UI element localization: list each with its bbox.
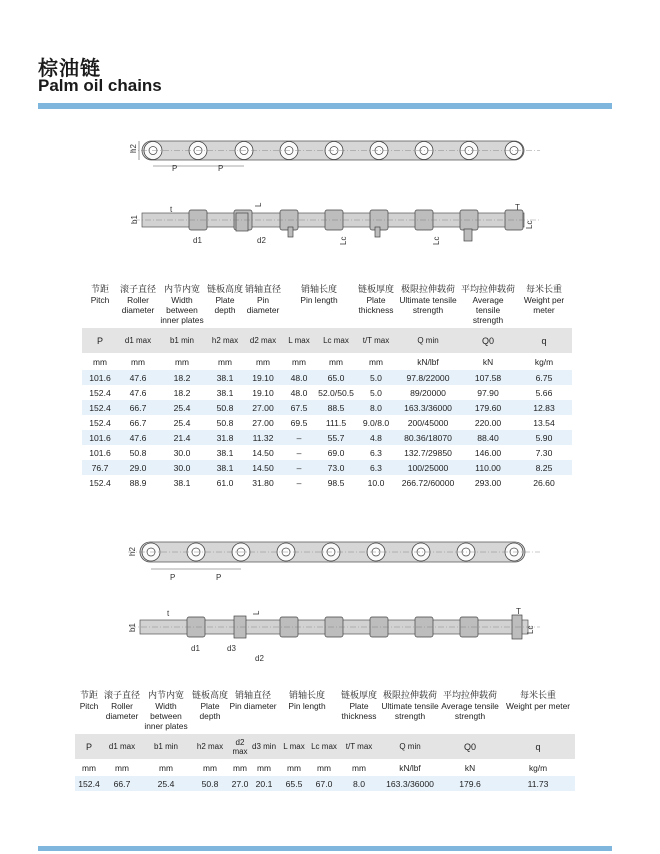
table-cell: 66.7: [118, 400, 158, 415]
table2-header-pin-diameter: 销轴直径 Pin diameter: [229, 690, 277, 711]
table-row: [82, 475, 572, 490]
bottom-accent-bar: [38, 846, 612, 851]
table1-unit: mm: [329, 356, 343, 367]
table-cell: 98.5: [327, 477, 345, 488]
drawing1-pitch-label-2: P: [218, 164, 224, 173]
table2-symbol-row: [75, 734, 575, 759]
table-cell: 14.50: [244, 460, 282, 475]
table1-unit: kN/lbf: [417, 356, 439, 367]
table-cell: 152.4: [89, 477, 111, 488]
table-cell: 152.4: [75, 776, 103, 791]
table-cell: 67.5: [282, 400, 316, 415]
table1-symbol: P: [82, 328, 118, 353]
drawing2-pitch-label-2: P: [216, 573, 222, 582]
drawing1-d1-label: d1: [193, 236, 202, 245]
table-cell: –: [296, 447, 302, 458]
table-cell: 100/25000: [396, 460, 460, 475]
table-cell: 50.8: [216, 417, 234, 428]
table2-header-inner-width: 内节内宽 Width between inner plates: [144, 690, 188, 731]
page-title-cn: 棕油链: [38, 56, 101, 80]
table-cell: 8.0: [356, 400, 396, 415]
table-cell: 179.6: [439, 776, 501, 791]
table-row: [82, 400, 572, 415]
table-row: [75, 776, 575, 791]
table-cell: 12.83: [516, 400, 572, 415]
table-cell: 146.00: [474, 447, 502, 458]
table-cell: 8.0: [337, 776, 381, 791]
table-cell: 48.0: [290, 387, 308, 398]
table-cell: 25.4: [141, 776, 191, 791]
table2-header-row: [75, 688, 575, 734]
table-cell: 132.7/29850: [404, 447, 452, 458]
table2-header-ultimate-tensile: 极限拉伸载荷 Ultimate tensile strength: [381, 690, 439, 721]
table2-symbol: b1 min: [141, 734, 191, 759]
table2-symbol: h2 max: [191, 734, 229, 759]
spec-table-2: [75, 688, 575, 791]
table-cell: 19.10: [244, 370, 282, 385]
table2-symbol: Lc max: [311, 734, 337, 759]
table2-unit: mm: [287, 762, 301, 773]
table-cell: 52.0/50.5: [318, 387, 354, 398]
top-accent-bar: [38, 103, 612, 109]
page-title-en: Palm oil chains: [38, 76, 162, 95]
table1-unit: mm: [131, 356, 145, 367]
table-cell: 25.4: [158, 400, 206, 415]
table1-body: [82, 370, 572, 490]
table-cell: 9.0/8.0: [362, 417, 390, 428]
table-cell: 80.36/18070: [396, 430, 460, 445]
table2-symbol: q: [501, 734, 575, 759]
table2-unit: kN: [464, 762, 476, 773]
table2-header-roller-diameter: 滚子直径 Roller diameter: [103, 690, 140, 721]
chain-drawing-1-top-view: [0, 200, 660, 255]
table2-unit: mm: [233, 762, 247, 773]
table-cell: 50.8: [129, 447, 147, 458]
table-cell: 38.1: [206, 460, 244, 475]
table-cell: 66.7: [103, 776, 141, 791]
table-cell: 5.0: [356, 370, 396, 385]
table1-header-pin-diameter: 销轴直径 Pin diameter: [244, 284, 281, 315]
table-cell: 5.0: [370, 387, 382, 398]
table1-symbol: b1 min: [158, 328, 206, 353]
table-cell: 26.60: [533, 477, 555, 488]
table-cell: 89/20000: [410, 387, 446, 398]
drawing1-b1-label: b1: [130, 215, 139, 224]
table-cell: 69.0: [327, 447, 345, 458]
table-row: [82, 370, 572, 385]
table2-header-plate-depth: 链板高度 Plate depth: [191, 690, 228, 721]
table-cell: 152.4: [89, 417, 111, 428]
drawing1-t-label: t: [170, 205, 173, 214]
drawing2-d1-label: d1: [191, 644, 200, 653]
table-row: [82, 415, 572, 430]
table-cell: 76.7: [82, 460, 118, 475]
table-cell: 88.5: [316, 400, 356, 415]
table1-unit: mm: [369, 356, 383, 367]
table-cell: 19.10: [252, 387, 274, 398]
table2-header-plate-thickness: 链板厚度 Plate thickness: [341, 690, 378, 721]
table-cell: 5.66: [535, 387, 553, 398]
table1-symbol: d2 max: [244, 328, 282, 353]
table-cell: 10.0: [367, 477, 385, 488]
table-row: [82, 385, 572, 400]
table-row: [82, 430, 572, 445]
table-cell: 152.4: [82, 400, 118, 415]
table-row: [82, 460, 572, 475]
table-cell: 66.7: [129, 417, 147, 428]
table-cell: 4.8: [356, 430, 396, 445]
chain-drawing-2-top-view: [0, 600, 660, 665]
table2-unit: mm: [203, 762, 217, 773]
table-cell: 69.5: [290, 417, 308, 428]
table-cell: –: [282, 430, 316, 445]
table-cell: 6.3: [370, 447, 382, 458]
table-cell: 88.40: [460, 430, 516, 445]
table-cell: 30.0: [173, 447, 191, 458]
table1-symbol: h2 max: [206, 328, 244, 353]
table-cell: 8.25: [516, 460, 572, 475]
table2-symbol: P: [75, 734, 103, 759]
table-cell: 65.5: [277, 776, 311, 791]
drawing2-L-label: L: [252, 610, 261, 615]
table-cell: 38.1: [206, 370, 244, 385]
table-cell: 27.0: [229, 776, 251, 791]
table2-body: [75, 776, 575, 791]
table-cell: 11.32: [244, 430, 282, 445]
drawing1-pitch-label-1: P: [172, 164, 178, 173]
table2-symbol: d3 min: [251, 734, 277, 759]
table-cell: 101.6: [89, 447, 111, 458]
drawing2-t-label: t: [167, 609, 170, 618]
table2-unit: kN/lbf: [399, 762, 421, 773]
table1-unit: mm: [292, 356, 306, 367]
drawing2-Lc-label: Lc: [526, 625, 535, 634]
table-cell: 293.00: [474, 477, 502, 488]
table1-unit: mm: [256, 356, 270, 367]
table-cell: 6.75: [516, 370, 572, 385]
table1-symbol: t/T max: [356, 328, 396, 353]
table1-unit: kN: [482, 356, 494, 367]
chain-drawing-1-side-view: [0, 130, 660, 180]
table2-unit: mm: [115, 762, 129, 773]
table2-symbol: Q0: [439, 734, 501, 759]
table2-header-weight: 每米长重 Weight per meter: [505, 690, 571, 711]
table2-header-pitch: 节距 Pitch: [79, 690, 99, 711]
table-cell: 18.2: [173, 387, 191, 398]
table1-header-pin-length: 销轴长度 Pin length: [300, 284, 338, 305]
table1-header-ultimate-tensile: 极限拉伸载荷 Ultimate tensile strength: [399, 284, 457, 315]
table2-symbol: t/T max: [337, 734, 381, 759]
table-cell: 50.8: [206, 400, 244, 415]
table-cell: 101.6: [82, 430, 118, 445]
drawing1-Lc-label-2: Lc: [432, 236, 441, 245]
drawing1-d2-label: d2: [257, 236, 266, 245]
table2-unit: mm: [82, 762, 96, 773]
table1-header-plate-thickness: 链板厚度 Plate thickness: [357, 284, 394, 315]
table1-unit: kg/m: [534, 356, 554, 367]
drawing2-b1-label: b1: [128, 623, 137, 632]
table-cell: 152.4: [89, 387, 111, 398]
table-cell: 179.60: [460, 400, 516, 415]
drawing1-T-label: T: [515, 203, 520, 212]
table-cell: 163.3/36000: [381, 776, 439, 791]
table1-unit: mm: [218, 356, 232, 367]
drawing2-d2-label: d2: [255, 654, 264, 663]
table-cell: 27.00: [252, 417, 274, 428]
table-cell: 20.1: [251, 776, 277, 791]
table-cell: 31.80: [252, 477, 274, 488]
table-cell: 101.6: [82, 370, 118, 385]
table-cell: 5.90: [516, 430, 572, 445]
table-cell: 25.4: [173, 417, 191, 428]
table2-symbol: d2 max: [229, 734, 251, 759]
table-cell: 47.6: [118, 430, 158, 445]
drawing2-pitch-label-1: P: [170, 573, 176, 582]
table1-unit: mm: [175, 356, 189, 367]
table-cell: 111.5: [325, 417, 347, 428]
table2-unit: mm: [352, 762, 366, 773]
table-cell: 220.00: [474, 417, 502, 428]
table-cell: 21.4: [158, 430, 206, 445]
table2-symbol: d1 max: [103, 734, 141, 759]
table-cell: 38.1: [216, 447, 234, 458]
table-cell: 65.0: [316, 370, 356, 385]
table1-header-plate-depth: 链板高度 Plate depth: [206, 284, 243, 315]
table-cell: 29.0: [118, 460, 158, 475]
drawing2-d3-label: d3: [227, 644, 236, 653]
table-cell: 11.73: [501, 776, 575, 791]
table-cell: 48.0: [282, 370, 316, 385]
table2-unit: kg/m: [528, 762, 548, 773]
table-cell: –: [282, 460, 316, 475]
table1-header-weight: 每米长重 Weight per meter: [523, 284, 565, 315]
table1-symbol: Q0: [460, 328, 516, 353]
table-cell: 47.6: [118, 370, 158, 385]
table-cell: –: [296, 477, 302, 488]
table1-header-roller-diameter: 滚子直径 Roller diameter: [119, 284, 156, 315]
drawing1-Lc-label-3: Lc: [525, 220, 534, 229]
table1-symbol: q: [516, 328, 572, 353]
table2-unit: mm: [257, 762, 271, 773]
table1-symbol: Lc max: [316, 328, 356, 353]
table-row: [82, 445, 572, 460]
table2-header-pin-length: 销轴长度 Pin length: [288, 690, 326, 711]
table2-unit-row: [75, 759, 575, 776]
table-cell: 50.8: [191, 776, 229, 791]
table-cell: 18.2: [158, 370, 206, 385]
drawing1-Lc-label-1: Lc: [339, 236, 348, 245]
drawing2-h2-label: h2: [128, 547, 137, 556]
table-cell: 200/45000: [407, 417, 449, 428]
table1-header-inner-width: 内节内宽 Width between inner plates: [160, 284, 204, 325]
table-cell: 61.0: [216, 477, 234, 488]
table1-unit-row: [82, 353, 572, 370]
table2-header-average-tensile: 平均拉伸载荷 Average tensile strength: [441, 690, 499, 721]
table1-symbol: Q min: [396, 328, 460, 353]
table-cell: 67.0: [311, 776, 337, 791]
table-cell: 97.90: [477, 387, 499, 398]
table-cell: 38.1: [173, 477, 191, 488]
table1-symbol: d1 max: [118, 328, 158, 353]
table1-header-row: [82, 282, 572, 328]
table2-symbol: Q min: [381, 734, 439, 759]
table-cell: 30.0: [158, 460, 206, 475]
table1-header-pitch: 节距 Pitch: [90, 284, 110, 305]
table-cell: 107.58: [460, 370, 516, 385]
table1-symbol-row: [82, 328, 572, 353]
table-cell: 163.3/36000: [396, 400, 460, 415]
table-cell: 13.54: [533, 417, 555, 428]
table-cell: 110.00: [460, 460, 516, 475]
table-cell: 14.50: [252, 447, 274, 458]
table-cell: 88.9: [129, 477, 147, 488]
table2-symbol: L max: [277, 734, 311, 759]
table2-unit: mm: [317, 762, 331, 773]
drawing1-L-label: L: [254, 202, 263, 207]
drawing2-T-label: T: [516, 607, 521, 616]
table-cell: 266.72/60000: [401, 477, 455, 488]
table-cell: 38.1: [216, 387, 234, 398]
table1-unit: mm: [93, 356, 107, 367]
table1-symbol: L max: [282, 328, 316, 353]
table-cell: 31.8: [206, 430, 244, 445]
table-cell: 73.0: [316, 460, 356, 475]
table-cell: 97.8/22000: [396, 370, 460, 385]
table1-header-average-tensile: 平均拉伸载荷 Average tensile strength: [460, 284, 515, 325]
table2-unit: mm: [159, 762, 173, 773]
table-cell: 6.3: [356, 460, 396, 475]
drawing1-h2-label: h2: [129, 144, 138, 153]
table-cell: 7.30: [535, 447, 553, 458]
chain-drawing-2-side-view: [0, 535, 660, 585]
table-cell: 47.6: [129, 387, 147, 398]
table-cell: 55.7: [316, 430, 356, 445]
table-cell: 27.00: [244, 400, 282, 415]
spec-table-1: [82, 282, 572, 490]
